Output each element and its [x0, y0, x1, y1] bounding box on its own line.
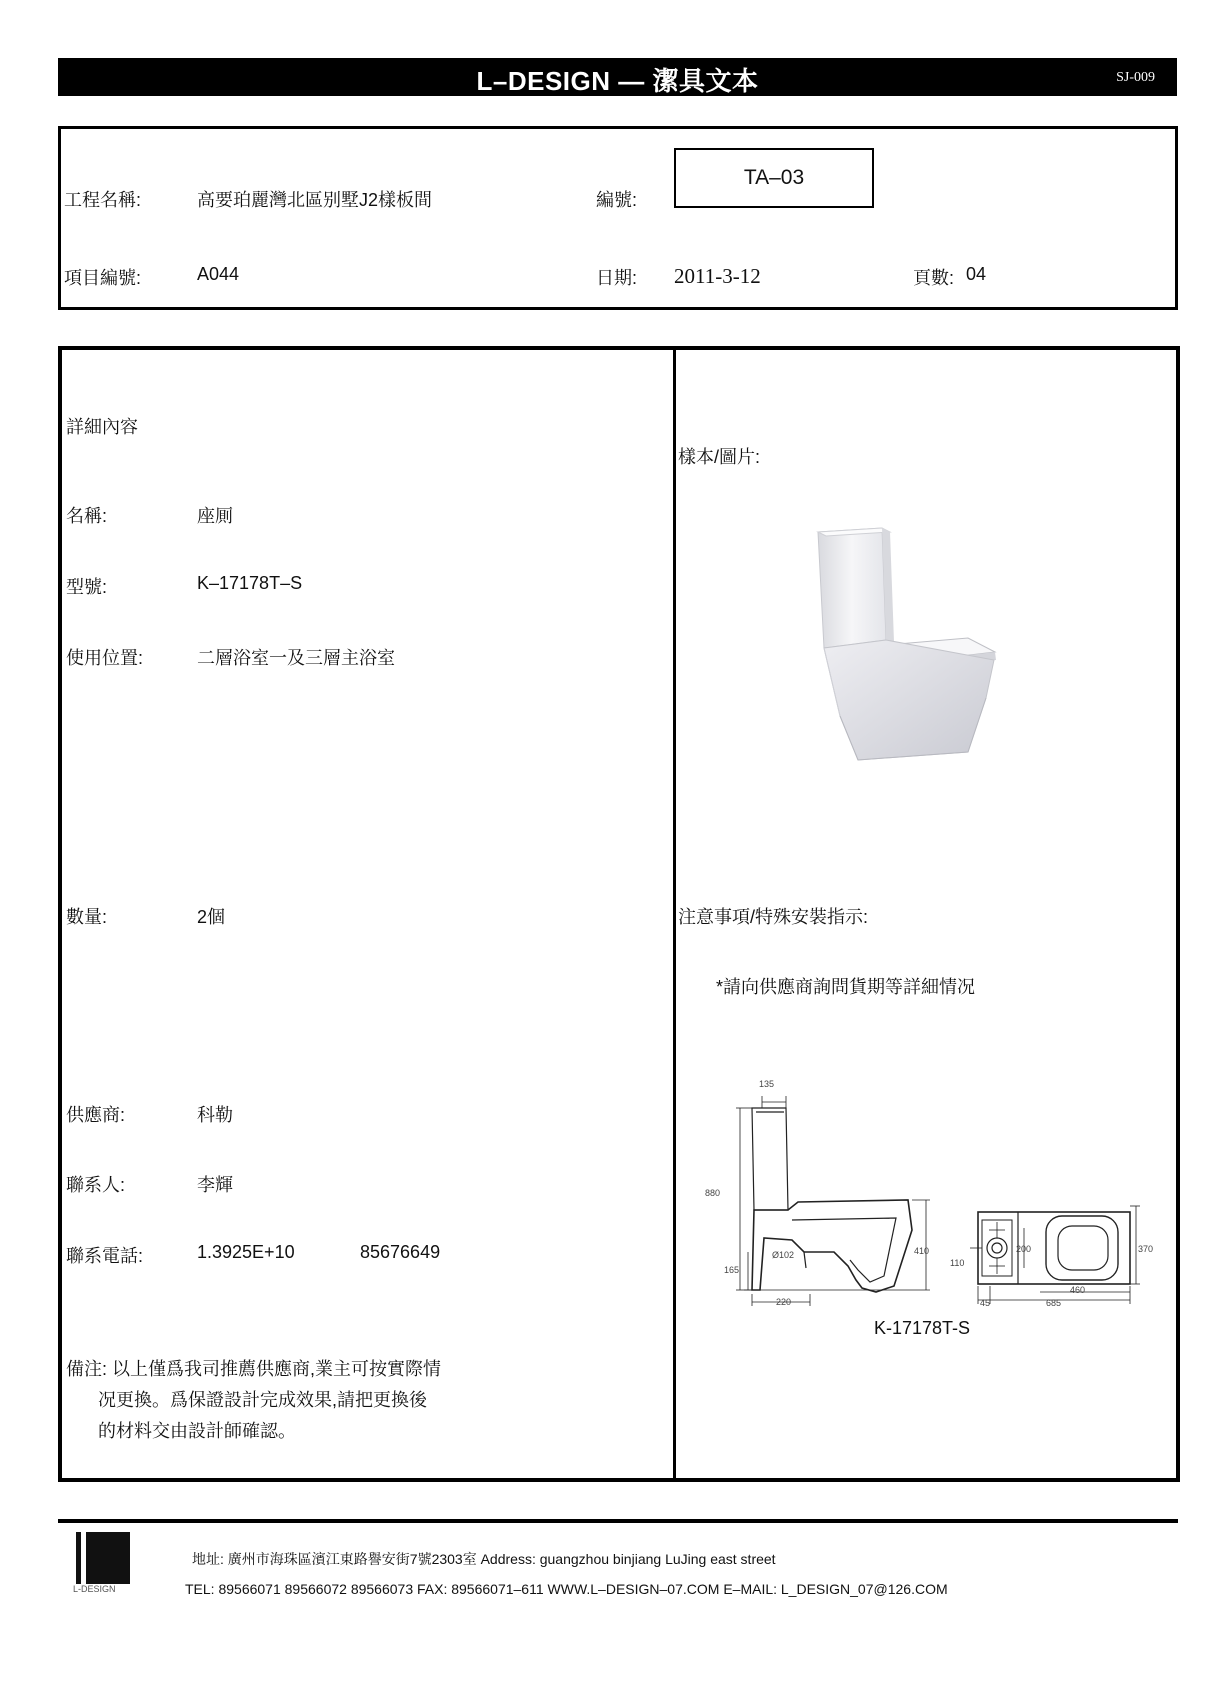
dim-880: 880	[705, 1188, 721, 1198]
l-design-logo-icon	[76, 1532, 130, 1584]
remark-line-1: 備注: 以上僅爲我司推薦供應商,業主可按實際情	[66, 1359, 442, 1379]
remark-line-3: 的材料交由設計師確認。	[98, 1421, 296, 1441]
project-name-value: 高要珀麗灣北區别墅J2樣板間	[197, 190, 433, 210]
phone-value-landline: 85676649	[360, 1242, 441, 1262]
date-label: 日期:	[596, 268, 638, 288]
supplier-label: 供應商:	[66, 1105, 126, 1125]
date-value: 2011-3-12	[674, 264, 761, 288]
dim-460: 460	[1070, 1285, 1086, 1295]
remark-text	[66, 1354, 441, 1447]
dim-45: 45	[980, 1298, 991, 1308]
drawing-caption: K-17178T-S	[874, 1318, 971, 1338]
item-number-label: 項目編號:	[64, 268, 142, 288]
name-value: 座厠	[197, 506, 233, 526]
document-code: SJ-009	[1116, 70, 1155, 85]
dim-110: 110	[950, 1258, 965, 1268]
installation-notes-value: *請向供應商詢問貨期等詳細情况	[716, 977, 976, 997]
model-value: K–17178T–S	[197, 573, 303, 593]
dim-200: 200	[1016, 1244, 1032, 1254]
name-label: 名稱:	[66, 506, 108, 526]
footer-address: 地址: 廣州市海珠區濱江東路譽安街7號2303室 Address: guangzhou binjiang LuJing east street	[192, 1551, 776, 1567]
details-heading: 詳細內容	[66, 417, 138, 437]
contact-person-value: 李輝	[197, 1175, 233, 1195]
project-name-label: 工程名稱:	[64, 190, 142, 210]
phone-label: 聯系電話:	[66, 1246, 144, 1266]
quantity-value: 2個	[197, 907, 226, 927]
dim-370: 370	[1138, 1244, 1154, 1254]
remark-line-2: 况更換。爲保證設計完成效果,請把更換後	[98, 1390, 427, 1410]
location-value: 二層浴室一及三層主浴室	[197, 648, 395, 668]
number-value-box	[674, 148, 874, 208]
title-bar	[58, 58, 1177, 96]
dim-410: 410	[914, 1246, 930, 1256]
toilet-product-image	[800, 520, 1020, 770]
phone-value-mobile: 1.3925E+10	[197, 1242, 295, 1262]
item-number-value: A044	[197, 264, 240, 284]
page-count-value: 04	[966, 264, 987, 284]
page-count-label: 頁數:	[913, 268, 955, 288]
dim-220: 220	[776, 1297, 792, 1307]
model-label: 型號:	[66, 577, 108, 597]
footer-rule	[58, 1519, 1178, 1523]
dim-diameter-102: Ø102	[772, 1250, 795, 1260]
dim-135: 135	[759, 1079, 775, 1089]
column-divider	[673, 350, 676, 1478]
dim-165: 165	[724, 1265, 740, 1275]
quantity-label: 數量:	[66, 907, 108, 927]
dim-685: 685	[1046, 1298, 1062, 1308]
installation-notes-label: 注意事項/特殊安裝指示:	[678, 907, 869, 927]
logo-text: L-DESIGN	[73, 1584, 116, 1594]
number-value: TA–03	[743, 166, 805, 189]
supplier-value: 科勒	[197, 1105, 233, 1125]
location-label: 使用位置:	[66, 648, 144, 668]
dimension-drawing	[700, 1080, 1150, 1320]
document-title: L–DESIGN — 潔具文本	[476, 66, 759, 96]
number-label: 編號:	[596, 190, 638, 210]
contact-person-label: 聯系人:	[66, 1175, 126, 1195]
footer-contact: TEL: 89566071 89566072 89566073 FAX: 89566071–611 WWW.L–DESIGN–07.COM E–MAIL: L_DESIGN_07@126.COM	[185, 1581, 948, 1597]
sample-image-label: 樣本/圖片:	[678, 447, 761, 467]
